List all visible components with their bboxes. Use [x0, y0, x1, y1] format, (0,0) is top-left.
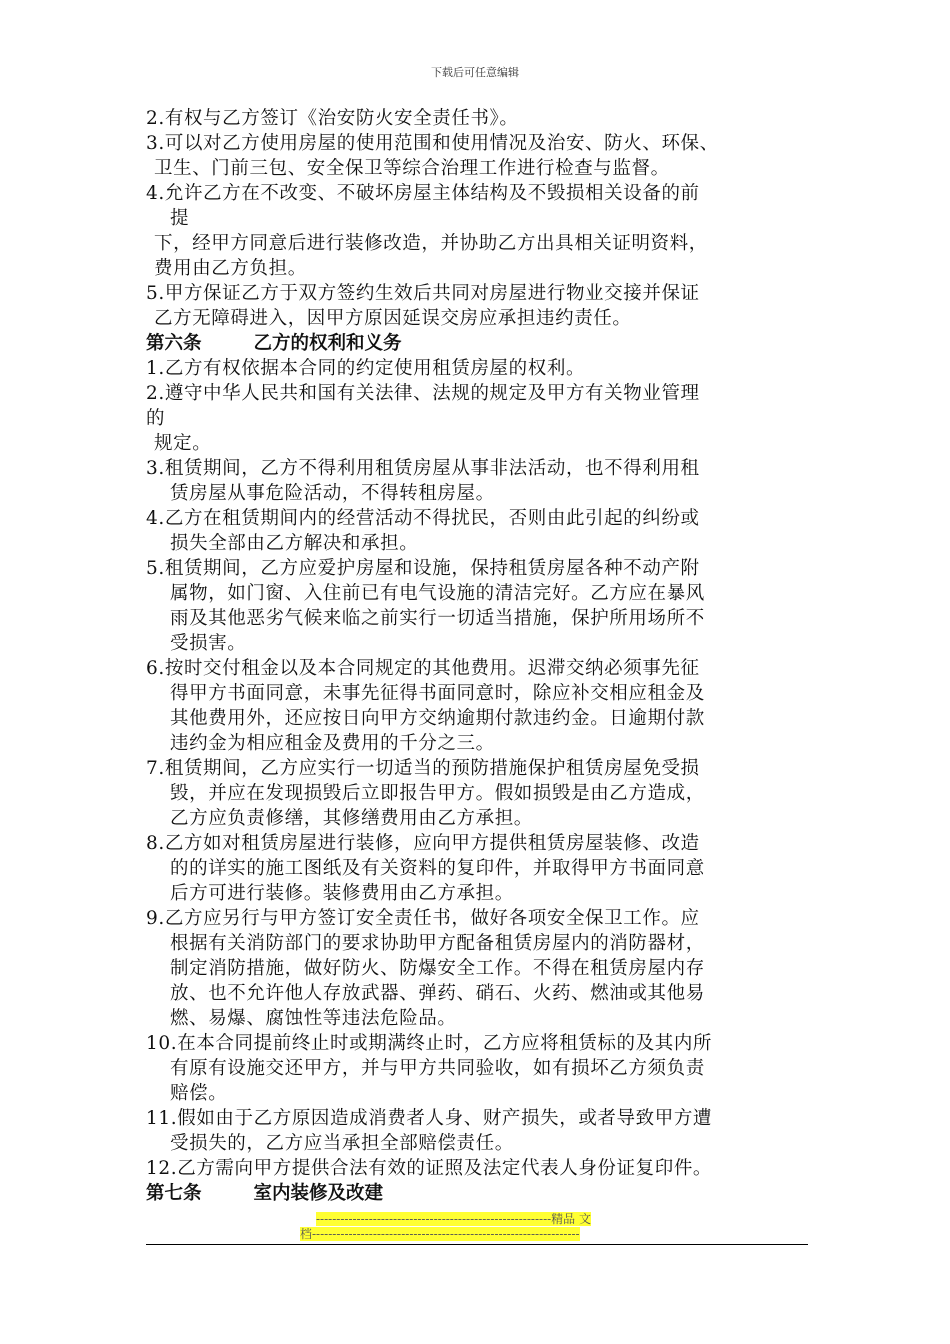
text-line: 5.甲方保证乙方于双方签约生效后共同对房屋进行物业交接并保证 [146, 283, 700, 304]
text-line: 4.乙方在租赁期间内的经营活动不得扰民，否则由此引起的纠纷或 [146, 508, 700, 529]
text-line: 9.乙方应另行与甲方签订安全责任书，做好各项安全保卫工作。应 [146, 908, 700, 929]
text-line: 的 [146, 408, 166, 429]
footer-line-2: 档------------------------------------------------------------------ [300, 1227, 580, 1241]
text-line: 根据有关消防部门的要求协助甲方配备租赁房屋内的消防器材， [170, 933, 705, 954]
text-line: 受损失的，乙方应当承担全部赔偿责任。 [170, 1133, 514, 1154]
article-6-title: 乙方的权利和义务 [253, 333, 402, 354]
article-7-title: 室内装修及改建 [253, 1183, 384, 1204]
text-line: 8.乙方如对租赁房屋进行装修，应向甲方提供租赁房屋装修、改造 [146, 833, 700, 854]
text-line: 属物，如门窗、入住前已有电气设施的清洁完好。乙方应在暴风 [170, 583, 705, 604]
article-7-heading [146, 1181, 808, 1206]
text-line: 下，经甲方同意后进行装修改造，并协助乙方出具相关证明资料， [154, 233, 708, 254]
article-6-heading [146, 331, 808, 356]
text-line: 3.可以对乙方使用房屋的使用范围和使用情况及治安、防火、环保、 [146, 133, 719, 154]
text-line: 制定消防措施，做好防火、防爆安全工作。不得在租赁房屋内存 [170, 958, 705, 979]
text-line: 12.乙方需向甲方提供合法有效的证照及法定代表人身份证复印件。 [146, 1158, 713, 1179]
text-line: 燃、易爆、腐蚀性等违法危险品。 [170, 1008, 457, 1029]
text-line: 11.假如由于乙方原因造成消费者人身、财产损失，或者导致甲方遭 [146, 1108, 713, 1129]
text-line: 赁房屋从事危险活动，不得转租房屋。 [170, 483, 495, 504]
text-line: 2.有权与乙方签订《治安防火安全责任书》。 [146, 108, 519, 129]
text-line: 毁，并应在发现损毁后立即报告甲方。假如损毁是由乙方造成， [170, 783, 705, 804]
text-line: 7.租赁期间，乙方应实行一切适当的预防措施保护租赁房屋免受损 [146, 758, 700, 779]
text-line: 卫生、门前三包、安全保卫等综合治理工作进行检查与监督。 [154, 158, 670, 179]
text-line: 雨及其他恶劣气候来临之前实行一切适当措施，保护所用场所不 [170, 608, 705, 629]
text-line: 违约金为相应租金及费用的千分之三。 [170, 733, 495, 754]
text-line: 得甲方书面同意，未事先征得书面同意时，除应补交相应租金及 [170, 683, 705, 704]
footer-note [300, 1212, 650, 1242]
article-5-continued [146, 106, 808, 331]
page-header: 下载后可任意编辑 [431, 66, 519, 79]
text-line: 提 [170, 208, 190, 229]
text-line: 费用由乙方负担。 [154, 258, 307, 279]
article-7-number: 第七条 [146, 1183, 202, 1204]
text-line: 4.允许乙方在不改变、不破坏房屋主体结构及不毁损相关设备的前 [146, 183, 700, 204]
footer-rule [146, 1244, 808, 1245]
document-body [146, 106, 808, 1206]
article-6-body [146, 356, 808, 1181]
text-line: 10.在本合同提前终止时或期满终止时，乙方应将租赁标的及其内所 [146, 1033, 713, 1054]
text-line: 乙方无障碍进入，因甲方原因延误交房应承担违约责任。 [154, 308, 632, 329]
text-line: 后方可进行装修。装修费用由乙方承担。 [170, 883, 514, 904]
text-line: 规定。 [154, 433, 212, 454]
text-line: 有原有设施交还甲方，并与甲方共同验收，如有损坏乙方须负责 [170, 1058, 705, 1079]
article-6-number: 第六条 [146, 333, 202, 354]
text-line: 的的详实的施工图纸及有关资料的复印件，并取得甲方书面同意 [170, 858, 705, 879]
text-line: 3.租赁期间，乙方不得利用租赁房屋从事非法活动，也不得利用租 [146, 458, 700, 479]
text-line: 赔偿。 [170, 1083, 228, 1104]
footer-line-1: ----------------------------------------------------------精品 文 [316, 1212, 591, 1226]
text-line: 1.乙方有权依据本合同的约定使用租赁房屋的权利。 [146, 358, 586, 379]
text-line: 2.遵守中华人民共和国有关法律、法规的规定及甲方有关物业管理 [146, 383, 700, 404]
text-line: 乙方应负责修缮，其修缮费用由乙方承担。 [170, 808, 533, 829]
text-line: 损失全部由乙方解决和承担。 [170, 533, 419, 554]
text-line: 放、也不允许他人存放武器、弹药、硝石、火药、燃油或其他易 [170, 983, 705, 1004]
text-line: 其他费用外，还应按日向甲方交纳逾期付款违约金。日逾期付款 [170, 708, 705, 729]
text-line: 6.按时交付租金以及本合同规定的其他费用。迟滞交纳必须事先征 [146, 658, 700, 679]
text-line: 受损害。 [170, 633, 247, 654]
text-line: 5.租赁期间，乙方应爱护房屋和设施，保持租赁房屋各种不动产附 [146, 558, 700, 579]
